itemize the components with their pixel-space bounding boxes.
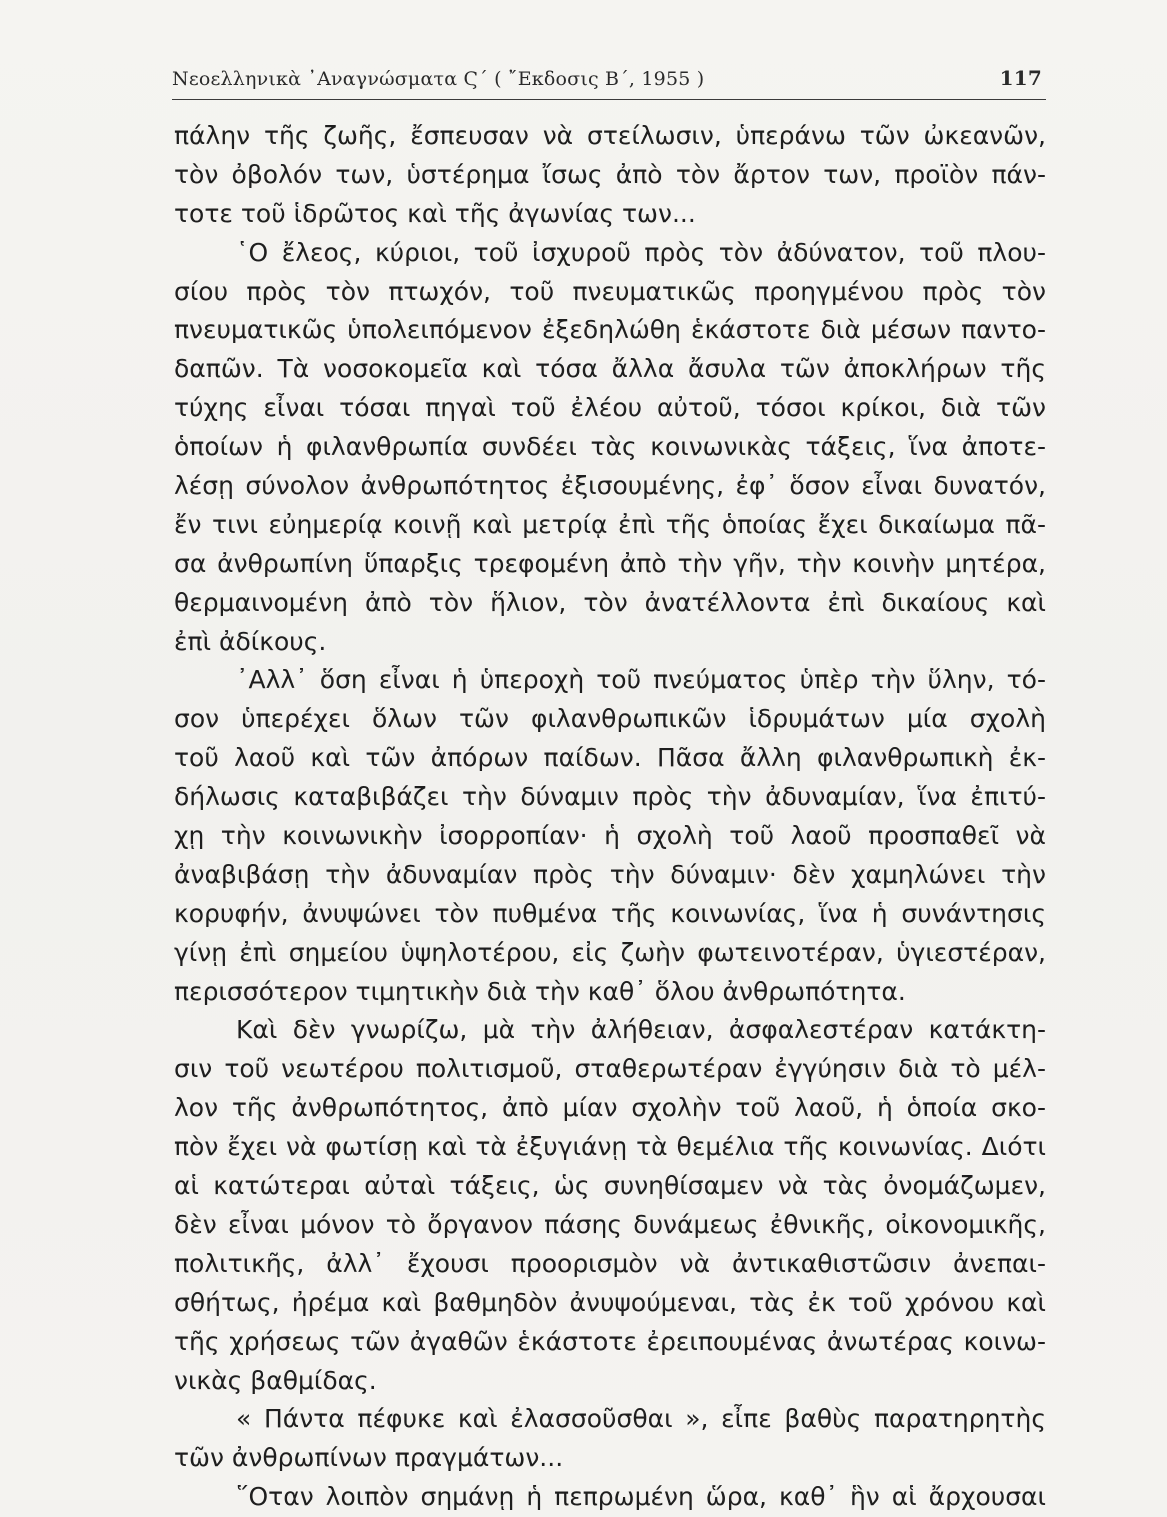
text-line: χῃ τὴν κοινωνικὴν ἰσορροπίαν· ἡ σχολὴ τοῦ λαοῦ προσπαθεῖ νὰ [174,821,1046,851]
text-line: αἱ κατώτεραι αὐταὶ τάξεις, ὡς συνηθίσαμεν νὰ τὰς ὀνομάζωμεν, [174,1171,1046,1201]
text-line: σιν τοῦ νεωτέρου πολιτισμοῦ, σταθερωτέραν ἐγγύησιν διὰ τὸ μέλ- [174,1054,1046,1084]
text-line: κορυφήν, ἀνυψώνει τὸν πυθμένα τῆς κοινωνίας, ἵνα ἡ συνάντησις [174,898,1046,928]
text-line: ῾Ο ἔλεος, κύριοι, τοῦ ἰσχυροῦ πρὸς τὸν ἀδύνατον, τοῦ πλου- [236,237,1046,267]
header-rule [172,99,1046,100]
page-number: 117 [999,66,1042,90]
text-line: ἔν τινι εὐημερίᾳ κοινῇ καὶ μετρίᾳ ἐπὶ τῆς ὁποίας ἔχει δικαίωμα πᾶ- [174,509,1046,539]
text-line: τύχης εἶναι τόσαι πηγαὶ τοῦ ἐλέου αὐτοῦ, τόσοι κρίκοι, διὰ τῶν [174,393,1046,423]
text-line: σίου πρὸς τὸν πτωχόν, τοῦ πνευματικῶς προηγμένου πρὸς τὸν [174,276,1046,306]
text-line: σον ὑπερέχει ὅλων τῶν φιλανθρωπικῶν ἱδρυμάτων μία σχολὴ [174,704,1046,734]
text-line: σθήτως, ἠρέμα καὶ βαθμηδὸν ἀνυψούμεναι, τὰς ἐκ τοῦ χρόνου καὶ [174,1287,1046,1317]
text-line: γίνῃ ἐπὶ σημείου ὑψηλοτέρου, εἰς ζωὴν φωτεινοτέραν, ὑγιεστέραν, [174,937,1046,967]
text-line: δήλωσις καταβιβάζει τὴν δύναμιν πρὸς τὴν ἀδυναμίαν, ἵνα ἐπιτύ- [174,782,1046,812]
text-line: τοῦ λαοῦ καὶ τῶν ἀπόρων παίδων. Πᾶσα ἄλλη φιλανθρωπικὴ ἐκ- [174,743,1046,773]
text-line: σα ἀνθρωπίνη ὕπαρξις τρεφομένη ἀπὸ τὴν γῆν, τὴν κοινὴν μητέρα, [174,548,1046,578]
text-line: ἐπὶ ἀδίκους. [174,626,327,656]
running-head [172,64,1046,98]
text-line: « Πάντα πέφυκε καὶ ἐλασσοῦσθαι », εἶπε βαθὺς παρατηρητὴς [236,1404,1046,1434]
text-line: Καὶ δὲν γνωρίζω, μὰ τὴν ἀλήθειαν, ἀσφαλεστέραν κατάκτη- [236,1015,1046,1045]
text-line: ἀναβιβάσῃ τὴν ἀδυναμίαν πρὸς τὴν δύναμιν· δὲν χαμηλώνει τὴν [174,859,1046,889]
text-line: τοτε τοῦ ἱδρῶτος καὶ τῆς ἀγωνίας των... [174,198,696,228]
text-line: πάλην τῆς ζωῆς, ἔσπευσαν νὰ στείλωσιν, ὑπεράνω τῶν ὠκεανῶν, [174,121,1046,150]
text-line: δὲν εἶναι μόνον τὸ ὄργανον πάσης δυνάμεως ἐθνικῆς, οἰκονομικῆς, [174,1209,1046,1239]
text-line: θερμαινομένη ἀπὸ τὸν ἥλιον, τὸν ἀνατέλλοντα ἐπὶ δικαίους καὶ [174,587,1046,617]
text-line: τὸν ὀβολόν των, ὑστέρημα ἴσως ἀπὸ τὸν ἄρτον των, προϊὸν πάν- [174,159,1046,189]
body-text [174,117,1046,1517]
text-line: δαπῶν. Τὰ νοσοκομεῖα καὶ τόσα ἄλλα ἄσυλα τῶν ἀποκλήρων τῆς [174,354,1046,384]
text-line: ᾿Αλλ᾿ ὅση εἶναι ἡ ὑπεροχὴ τοῦ πνεύματος ὑπὲρ τὴν ὕλην, τό- [236,665,1046,695]
text-line: ὁποίων ἡ φιλανθρωπία συνδέει τὰς κοινωνικὰς τάξεις, ἵνα ἀποτε- [174,432,1046,462]
running-title: Νεοελληνικὰ ᾿Αναγνώσματα Ϛ΄ ( ῎Εκδοσις Β΄, 1955 ) [172,68,705,90]
text-line: τῆς χρήσεως τῶν ἀγαθῶν ἑκάστοτε ἐρειπουμένας ἀνωτέρας κοινω- [174,1326,1046,1356]
text-line: νικὰς βαθμίδας. [174,1365,377,1395]
text-line: πνευματικῶς ὑπολειπόμενον ἐξεδηλώθη ἑκάστοτε διὰ μέσων παντο- [174,315,1046,345]
text-line: πὸν ἔχει νὰ φωτίσῃ καὶ τὰ ἐξυγιάνῃ τὰ θεμέλια τῆς κοινωνίας. Διότι [174,1132,1046,1162]
text-line: τῶν ἀνθρωπίνων πραγμάτων... [174,1443,564,1473]
text-line: πολιτικῆς, ἀλλ᾿ ἔχουσι προορισμὸν νὰ ἀντικαθιστῶσιν ἀνεπαι- [174,1248,1046,1278]
text-line: λον τῆς ἀνθρωπότητος, ἀπὸ μίαν σχολὴν τοῦ λαοῦ, ἡ ὁποία σκο- [174,1093,1046,1123]
text-line: ῞Οταν λοιπὸν σημάνῃ ἡ πεπρωμένη ὥρα, καθ᾿ ἣν αἱ ἄρχουσαι [236,1482,1046,1512]
text-line: περισσότερον τιμητικὴν διὰ τὴν καθ᾿ ὅλου ἀνθρωπότητα. [174,976,906,1006]
text-line: λέσῃ σύνολον ἀνθρωπότητος ἐξισουμένης, ἐφ᾿ ὅσον εἶναι δυνατόν, [174,471,1046,501]
